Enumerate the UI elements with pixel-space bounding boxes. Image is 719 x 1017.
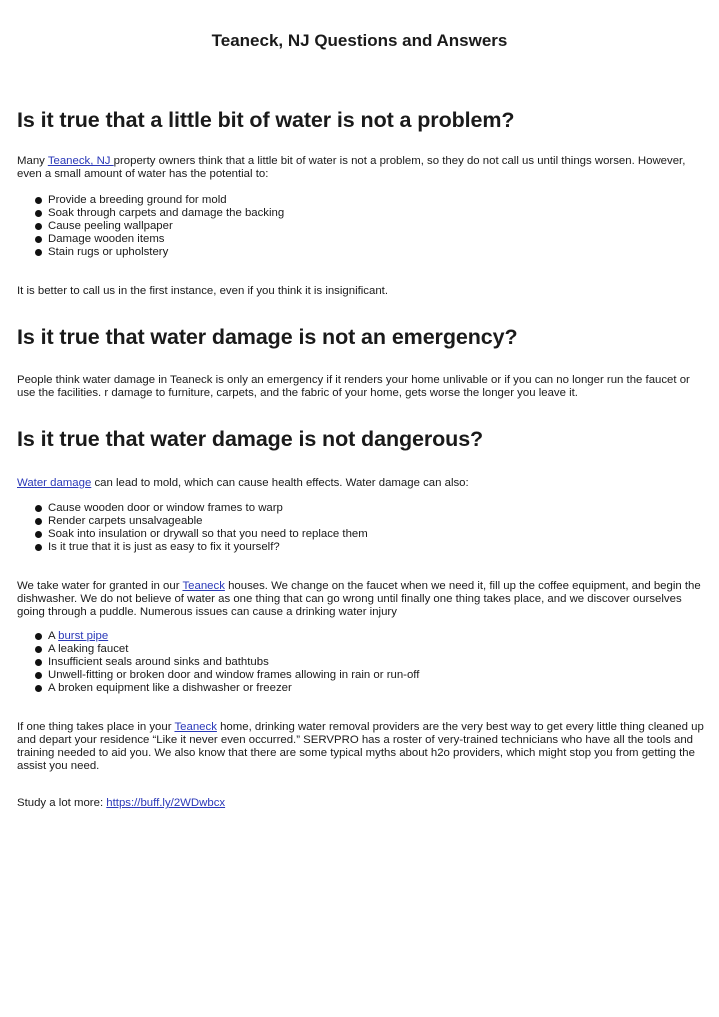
list-damage-effects bbox=[34, 502, 368, 554]
text-segment: property owners think that a little bit of water is not a problem, so they do not call us until things worsen. However, even a small amount of water has the potential to: bbox=[17, 155, 686, 180]
heading-emergency: Is it true that water damage is not an emergency? bbox=[17, 325, 518, 349]
paragraph-study-more bbox=[17, 797, 705, 810]
list-item: A leaking faucet bbox=[34, 643, 419, 656]
paragraph-granted bbox=[17, 580, 705, 619]
list-water-risks bbox=[34, 194, 284, 259]
list-item: Soak through carpets and damage the backing bbox=[34, 207, 284, 220]
list-item bbox=[34, 630, 419, 643]
text-segment: home, drinking water removal providers are the very best way to get every little thing cleaned up and depart your residence “Like it never even occurred.” SERVPRO has a roster of very-trained technicians who have all the tools and training needed to aid you. We also know that there are some typical myths about h2o providers, which might stop you from getting the assist you need. bbox=[17, 721, 704, 772]
link-teaneck-home[interactable]: Teaneck bbox=[174, 721, 217, 733]
text-segment: can lead to mold, which can cause health effects. Water damage can also: bbox=[91, 477, 469, 489]
list-item: Cause wooden door or window frames to warp bbox=[34, 502, 368, 515]
link-teaneck[interactable]: Teaneck bbox=[182, 580, 225, 592]
text-segment: houses. We change on the faucet when we need it, fill up the coffee equipment, and begin the dishwasher. We do not believe of water as one thing that can go wrong until finally one thing takes place, and we discover ourselves going through a puddle. Numerous issues can cause a drinking water injury bbox=[17, 580, 701, 618]
list-item: Insufficient seals around sinks and bathtubs bbox=[34, 656, 419, 669]
text-segment: Study a lot more: bbox=[17, 797, 107, 809]
paragraph-intro bbox=[17, 155, 705, 181]
list-item: Stain rugs or upholstery bbox=[34, 246, 284, 259]
list-item: A broken equipment like a dishwasher or freezer bbox=[34, 682, 419, 695]
text-segment: If one thing takes place in your bbox=[17, 721, 175, 733]
list-item: Damage wooden items bbox=[34, 233, 284, 246]
link-study-more-url[interactable]: https://buff.ly/2WDwbcx bbox=[106, 797, 226, 809]
list-item: Unwell-fitting or broken door and window frames allowing in rain or run-off bbox=[34, 669, 419, 682]
paragraph-servpro bbox=[17, 721, 705, 773]
paragraph-call-us: It is better to call us in the first instance, even if you think it is insignificant. bbox=[17, 285, 389, 297]
list-item: Render carpets unsalvageable bbox=[34, 515, 368, 528]
paragraph-emergency: People think water damage in Teaneck is only an emergency if it renders your home unlivable or if you can no longer run the faucet or use the facilities. r damage to furniture, carpets, and the fabric of your home, gets worse the longer you leave it. bbox=[17, 374, 690, 399]
link-teaneck-nj[interactable]: Teaneck, NJ bbox=[47, 155, 114, 167]
list-item: Soak into insulation or drywall so that you need to replace them bbox=[34, 528, 368, 541]
link-water-damage[interactable]: Water damage bbox=[17, 477, 92, 489]
list-item: Cause peeling wallpaper bbox=[34, 220, 284, 233]
list-item: Is it true that it is just as easy to fix it yourself? bbox=[34, 541, 368, 554]
list-water-injury-causes bbox=[34, 630, 419, 695]
heading-dangerous: Is it true that water damage is not dangerous? bbox=[17, 427, 484, 451]
page-title: Teaneck, NJ Questions and Answers bbox=[211, 31, 508, 50]
link-burst-pipe[interactable]: burst pipe bbox=[58, 630, 109, 642]
paragraph-mold bbox=[17, 477, 705, 490]
text-segment: We take water for granted in our bbox=[17, 580, 183, 592]
heading-little-water: Is it true that a little bit of water is not a problem? bbox=[17, 108, 515, 132]
text-segment: Many bbox=[17, 155, 48, 167]
list-item: Provide a breeding ground for mold bbox=[34, 194, 284, 207]
text-segment: A bbox=[48, 630, 59, 642]
